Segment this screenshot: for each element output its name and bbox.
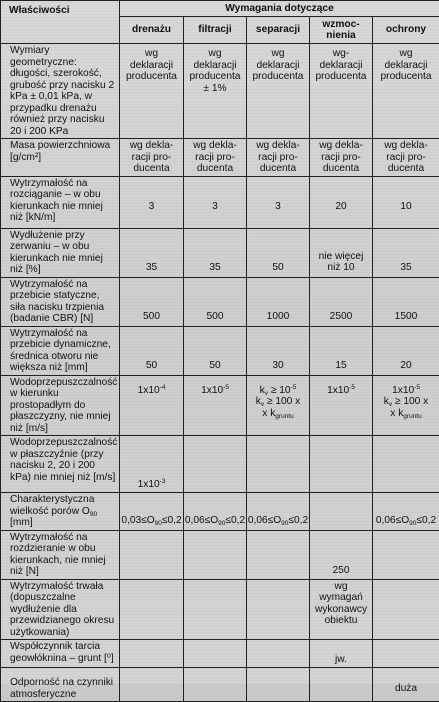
cell-value: jw. — [310, 640, 373, 668]
subscript: 90 — [90, 511, 97, 518]
cell-value: 15 — [310, 326, 373, 375]
cell-value: wg wymagań wykonawcy obiektu — [310, 579, 373, 640]
cell-value: 3 — [184, 176, 247, 228]
subscript: 90 — [409, 520, 416, 527]
table-row — [1, 436, 439, 493]
value-text: ≤0,2 — [225, 515, 245, 526]
table-row — [1, 326, 439, 375]
row-label-permeability-plane: Wodoprzepuszczalność w płaszczyźnie (przy nacisku 2, 20 i 200 kPa) nie mniej niż [m/s] — [1, 436, 120, 493]
cell-value: wg dekla- racji pro- ducenta — [310, 139, 373, 177]
formula-line — [375, 385, 437, 397]
label-text: [mm] — [10, 517, 33, 528]
cell-value — [184, 530, 247, 579]
cell-value: 30 — [247, 326, 310, 375]
cell-value: wg dekla- racji pro- ducenta — [373, 139, 439, 177]
cell-value: nie więcej niż 10 — [310, 228, 373, 277]
column-filtration: filtracji — [184, 17, 247, 44]
cell-value — [184, 579, 247, 640]
exponent: -5 — [291, 384, 297, 391]
value-text: 0,06≤O — [185, 515, 218, 526]
cell-value: wg deklaracji producenta — [373, 44, 439, 139]
cell-value — [247, 668, 310, 702]
formula-line — [375, 396, 437, 408]
row-label-friction: Współczynnik tarcia geowłóknina – grunt [⁰] — [1, 640, 120, 668]
row-label-permeability-perpendicular: Wodoprzepuszczalność w kierunku prostopadłym do płaszczyzny, nie mniej niż [m/s] — [1, 375, 120, 436]
table-row — [1, 375, 439, 436]
value-text: k — [260, 385, 265, 396]
exponent: -5 — [349, 384, 355, 391]
cell-value — [247, 375, 310, 436]
value-text: 1x10 — [327, 385, 349, 396]
cell-value: wg deklaracji producenta — [120, 44, 184, 139]
value-text: 0,06≤O — [248, 515, 281, 526]
exponent: -3 — [160, 478, 166, 485]
row-label-tear-strength: Wytrzymałość na rozdzieranie w obu kierunkach, nie mniej niż [N] — [1, 530, 120, 579]
cell-value — [184, 493, 247, 531]
table-row — [1, 493, 439, 531]
cell-value: 1000 — [247, 277, 310, 326]
cell-value: wg deklaracji producenta — [247, 44, 310, 139]
cell-value — [247, 436, 310, 493]
cell-value — [373, 640, 439, 668]
cell-value — [184, 640, 247, 668]
cell-value — [373, 375, 439, 436]
value-text: 1x10 — [392, 385, 414, 396]
exponent: -5 — [414, 384, 420, 391]
cell-value: 250 — [310, 530, 373, 579]
cell-value — [184, 436, 247, 493]
header-requirements: Wymagania dotyczące — [120, 1, 439, 17]
subscript: 90 — [281, 520, 288, 527]
cell-value: 1500 — [373, 277, 439, 326]
cell-value: 500 — [120, 277, 184, 326]
cell-value — [310, 375, 373, 436]
row-label-pore-size — [1, 493, 120, 531]
row-label-tensile: Wytrzymałość na rozciąganie – w obu kierunkach nie mniej niż [kN/m] — [1, 176, 120, 228]
cell-value — [373, 493, 439, 531]
cell-value: wg deklaracji producenta ± 1% — [184, 44, 247, 139]
subscript: 90 — [218, 520, 225, 527]
column-reinforcement: wzmoc- nienia — [310, 17, 373, 44]
row-label-mass: Masa powierzchniowa [g/cm²] — [1, 139, 120, 177]
formula-line — [249, 385, 307, 397]
value-text: k — [384, 396, 389, 407]
cell-value: 20 — [310, 176, 373, 228]
cell-value — [247, 530, 310, 579]
cell-value: 500 — [184, 277, 247, 326]
value-text: ≥ 10 — [268, 385, 291, 396]
cell-value: wg- deklaracji producenta — [310, 44, 373, 139]
value-text: ≤0,2 — [162, 515, 182, 526]
value-text: 1x10 — [138, 479, 160, 490]
value-text: 0,03≤O — [121, 515, 154, 526]
row-label-dynamic-puncture: Wytrzymałość na przebicie dynamiczne, średnica otworu nie większa niż [mm] — [1, 326, 120, 375]
subscript: gruntu — [403, 413, 421, 420]
row-label-elongation: Wydłużenie przy zerwaniu – w obu kierunkach nie mniej niż [%] — [1, 228, 120, 277]
header-properties: Właściwości — [1, 1, 120, 44]
cell-value — [373, 530, 439, 579]
table-row — [1, 640, 439, 668]
cell-value: 2500 — [310, 277, 373, 326]
cell-value — [247, 493, 310, 531]
cell-value: wg dekla- racji pro- ducenta — [247, 139, 310, 177]
row-label-atmospheric: Odporność na czynniki atmosferyczne — [1, 668, 120, 702]
cell-value — [120, 436, 184, 493]
value-text: k — [256, 396, 261, 407]
cell-value: 50 — [247, 228, 310, 277]
value-text: x k — [390, 408, 403, 419]
value-text: ≥ 100 x — [392, 396, 428, 407]
value-text: ≤0,2 — [416, 515, 436, 526]
cell-value: 20 — [373, 326, 439, 375]
exponent: -5 — [223, 384, 229, 391]
cell-value: 35 — [120, 228, 184, 277]
subscript: v — [265, 390, 268, 397]
subscript: v — [389, 401, 392, 408]
cell-value: 35 — [373, 228, 439, 277]
cell-value: 35 — [184, 228, 247, 277]
subscript: 90 — [155, 520, 162, 527]
table-row — [1, 277, 439, 326]
cell-value — [120, 375, 184, 436]
cell-value: 3 — [120, 176, 184, 228]
formula-line — [375, 408, 437, 420]
cell-value: duża — [373, 668, 439, 702]
cell-value: 50 — [120, 326, 184, 375]
cell-value — [373, 579, 439, 640]
formula-line — [249, 408, 307, 420]
cell-value: 50 — [184, 326, 247, 375]
cell-value — [310, 668, 373, 702]
cell-value — [247, 640, 310, 668]
table-row — [1, 176, 439, 228]
row-label-durability: Wytrzymałość trwała (dopuszczalne wydłużenie dla przewidzianego okresu użytkowania) — [1, 579, 120, 640]
column-separation: separacji — [247, 17, 310, 44]
cell-value: 10 — [373, 176, 439, 228]
column-drainage: drenażu — [120, 17, 184, 44]
value-text: ≤0,2 — [288, 515, 308, 526]
formula-line — [249, 396, 307, 408]
cell-value — [120, 530, 184, 579]
cell-value — [120, 668, 184, 702]
value-text: x k — [262, 408, 275, 419]
table-row — [1, 139, 439, 177]
cell-value — [310, 493, 373, 531]
cell-value: 3 — [247, 176, 310, 228]
value-text: 1x10 — [138, 385, 160, 396]
cell-value — [373, 436, 439, 493]
cell-value — [120, 579, 184, 640]
table-row — [1, 530, 439, 579]
label-text: Charakterystyczna wielkość porów O — [10, 494, 94, 517]
exponent: -4 — [160, 384, 166, 391]
cell-value — [184, 375, 247, 436]
table-row — [1, 668, 439, 702]
value-text: ≥ 100 x — [264, 396, 300, 407]
row-label-geometry: Wymiary geometryczne: długości, szerokość, grubość przy nacisku 2 kPa ± 0,01 kPa, w przypadku drenażu również przy nacisku 20 i 200 KPa — [1, 44, 120, 139]
cell-value — [120, 493, 184, 531]
cell-value — [247, 579, 310, 640]
cell-value — [120, 640, 184, 668]
table-row — [1, 44, 439, 139]
cell-value: wg dekla- racji pro- ducenta — [184, 139, 247, 177]
value-text: 0,06≤O — [376, 515, 409, 526]
cell-value — [184, 668, 247, 702]
table-row — [1, 579, 439, 640]
row-label-static-puncture: Wytrzymałość na przebicie statyczne, siła nacisku trzpienia (badanie CBR) [N] — [1, 277, 120, 326]
subscript: v — [261, 401, 264, 408]
value-text: 1x10 — [201, 385, 223, 396]
column-protection: ochrony — [373, 17, 439, 44]
cell-value — [310, 436, 373, 493]
subscript: gruntu — [275, 413, 293, 420]
cell-value: wg dekla- racji pro- ducenta — [120, 139, 184, 177]
table-row — [1, 228, 439, 277]
